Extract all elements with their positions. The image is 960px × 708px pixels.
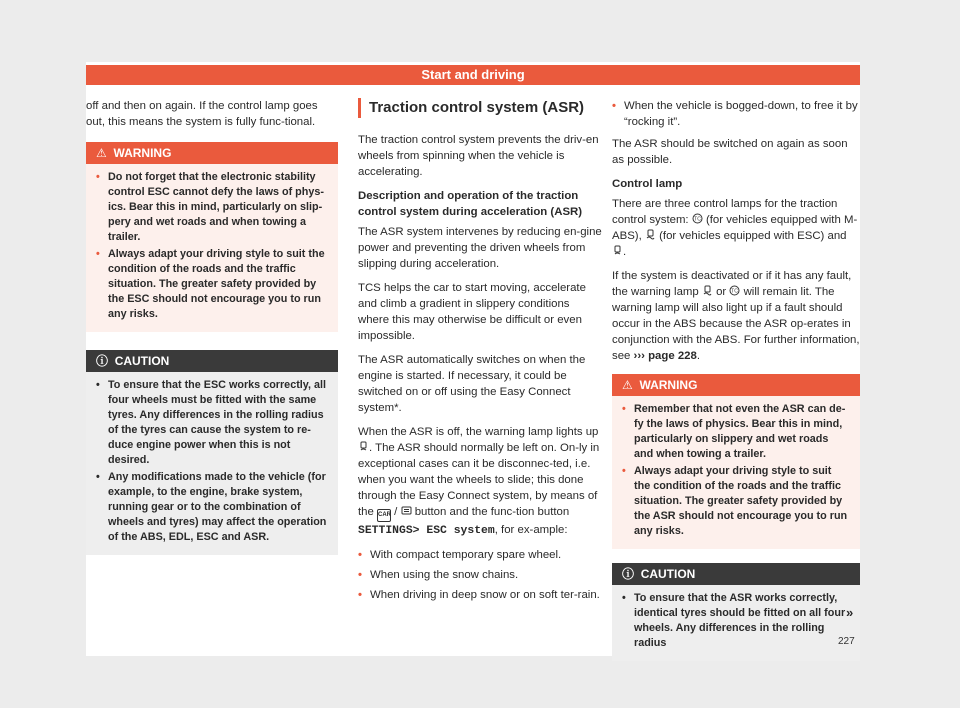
list-text: When the vehicle is bogged-down, to free it by “rocking it”. xyxy=(624,100,858,128)
caution-info-icon: ⓘ xyxy=(96,354,109,368)
esc-off-lamp-icon xyxy=(612,245,623,256)
text-span: button and the func-tion button xyxy=(414,506,570,518)
text-span: . xyxy=(623,246,627,258)
list-item xyxy=(622,464,850,539)
list-item xyxy=(612,98,860,130)
warning-header xyxy=(86,142,338,164)
paragraph: The traction control system prevents the driv-en wheels from spinning when the vehicle is accelerating. xyxy=(358,134,599,178)
warning-body xyxy=(86,164,338,332)
caution-text: To ensure that the ASR works correctly, identical tyres should be fitted on all four wheels. Any differences in the rolling radius xyxy=(634,592,846,649)
caution-header xyxy=(612,563,860,585)
bullet-icon: • xyxy=(96,471,100,483)
warning-box-esc xyxy=(86,142,338,332)
warning-text: Always adapt your driving style to suit the condition of the roads and the traffic situation. The greater safety provided by the ASR should not encourage you to run any risks. xyxy=(634,465,848,537)
svg-text:TC: TC xyxy=(731,288,739,295)
page-number: 227 xyxy=(838,636,855,647)
paragraph: The ASR automatically switches on when the engine is started. If necessary, it could be switched on or off using the Easy Connect system*. xyxy=(358,354,586,414)
text-span: (for vehicles equipped with M-ABS), xyxy=(612,214,858,242)
caution-box-asr xyxy=(612,563,860,661)
intro-text: off and then on again. If the control lamp goes out, this means the system is fully func-tional. xyxy=(86,100,318,128)
asr-lamp-icon xyxy=(729,285,740,296)
car-button-icon: CAR xyxy=(377,509,391,522)
text-span: If the system is deactivated or if it has any fault, the warning lamp xyxy=(612,270,852,298)
warning-label: WARNING xyxy=(639,378,698,392)
caution-body xyxy=(86,372,338,555)
bullet-icon: • xyxy=(622,592,626,604)
bullet-icon: • xyxy=(622,465,626,477)
warning-triangle-icon: ⚠ xyxy=(622,378,633,392)
bullet-icon: • xyxy=(96,379,100,391)
warning-header xyxy=(612,374,860,396)
list-text: When using the snow chains. xyxy=(370,569,519,581)
page-reference-link[interactable]: ››› page 228 xyxy=(633,350,697,362)
paragraph-asr-off: When the ASR is off, the warning lamp lights up . The ASR should normally be left on. On-ly in exceptional cases can it be disconnec-ted, i.e. when you want the wheels to slide; this done through the Easy Connect system, by means of the CAR / button and the func-tion button SETTINGS> ESC system, for ex-ample: xyxy=(358,426,600,537)
text-span: , for ex-ample: xyxy=(494,524,568,536)
caution-info-icon: ⓘ xyxy=(622,567,635,581)
text-span: There are three control lamps for the traction control system: xyxy=(612,198,838,226)
text-span: or xyxy=(716,286,727,298)
bullet-icon: • xyxy=(622,403,626,415)
caution-label: CAUTION xyxy=(640,567,696,581)
bullet-icon: • xyxy=(358,549,362,561)
text-span: (for vehicles equipped with ESC) and xyxy=(659,230,847,242)
text-span: . The ASR should normally be left on. On-ly in exceptional cases can it be disconnec-ted, i.e. when you want the wheels to slide; this done through the Easy Connect system, by means of the xyxy=(358,442,600,518)
text-span: will remain lit. The warning lamp will also light up if a fault should occur in the ABS because the ASR op-erates in conjunction with the ABS. For further information, see xyxy=(612,286,860,362)
menu-button-icon xyxy=(401,505,412,516)
list-text: When driving in deep snow or on soft ter-rain. xyxy=(370,589,600,601)
warning-box-asr xyxy=(612,374,860,549)
paragraph: TCS helps the car to start moving, accelerate and climb a gradient in slippery conditions where this may otherwise be difficult or even impossible. xyxy=(358,282,586,342)
text-span: When the ASR is off, the warning lamp lights up xyxy=(358,426,599,438)
warning-text: Remember that not even the ASR can de-fy the laws of physics. Bear this in mind, particularly on slippery and wet roads and when towing a trailer. xyxy=(634,403,846,460)
list-item xyxy=(96,378,328,468)
subsection-title: Description and operation of the traction control system during acceleration (ASR) xyxy=(358,190,583,218)
paragraph-control-lamps xyxy=(612,196,860,260)
bullet-icon: • xyxy=(96,248,100,260)
warning-body xyxy=(612,396,860,549)
paragraph-fault xyxy=(612,268,860,364)
warning-text: Do not forget that the electronic stability control ESC cannot defy the laws of phys-ics. Bear this in mind, particularly on slip-pery and wet roads and when towing a trailer. xyxy=(108,171,324,243)
svg-text:TC: TC xyxy=(693,216,701,223)
warning-text: Always adapt your driving style to suit the condition of the roads and the traffic situation. The greater safety provided by the ESC should not encourage you to run any risks. xyxy=(108,248,325,320)
caution-text: To ensure that the ESC works correctly, all four wheels must be fitted with the same tyres. Any differences in the rolling radius of the tyres can cause the system to re-duce engine power when this is not desired. xyxy=(108,379,326,466)
list-item xyxy=(96,247,328,322)
bullet-icon: • xyxy=(96,171,100,183)
continue-mark: » xyxy=(846,605,854,620)
caution-box-esc xyxy=(86,350,338,555)
list-item xyxy=(96,470,328,545)
list-item xyxy=(358,587,602,603)
list-item xyxy=(622,402,850,462)
bullet-icon: • xyxy=(358,569,362,581)
list-item xyxy=(96,170,328,245)
list-item xyxy=(358,567,602,583)
list-item xyxy=(622,591,850,651)
paragraph: The ASR system intervenes by reducing en-gine power and preventing the driven wheels from slipping during acceleration. xyxy=(358,226,602,270)
caution-text: Any modifications made to the vehicle (for example, to the engine, brake system, running gear or to the combination of wheels and tyres) may affect the operation of the ABS, EDL, ESC and ASR. xyxy=(108,471,327,543)
subsection-title: Control lamp xyxy=(612,178,683,190)
list-item xyxy=(358,547,602,563)
page-header: Start and driving xyxy=(86,65,860,85)
column-right xyxy=(612,98,860,661)
column-left xyxy=(86,98,338,555)
text-span: . xyxy=(696,350,701,362)
caution-body xyxy=(612,585,860,661)
section-title: Traction control system (ASR) xyxy=(358,98,602,118)
caution-label: CAUTION xyxy=(114,354,170,368)
paragraph: The ASR should be switched on again as soon as possible. xyxy=(612,138,848,166)
list-text: With compact temporary spare wheel. xyxy=(370,549,562,561)
menu-path: SETTINGS> ESC system xyxy=(358,525,495,537)
column-middle xyxy=(358,98,602,607)
asr-lamp-icon xyxy=(692,213,703,224)
esc-off-lamp-icon xyxy=(358,441,369,452)
warning-triangle-icon: ⚠ xyxy=(96,146,107,160)
esc-lamp-icon xyxy=(702,285,713,296)
bullet-icon: • xyxy=(612,100,616,112)
bullet-icon: • xyxy=(358,589,362,601)
esc-lamp-icon xyxy=(645,229,656,240)
caution-header xyxy=(86,350,338,372)
warning-label: WARNING xyxy=(113,146,172,160)
